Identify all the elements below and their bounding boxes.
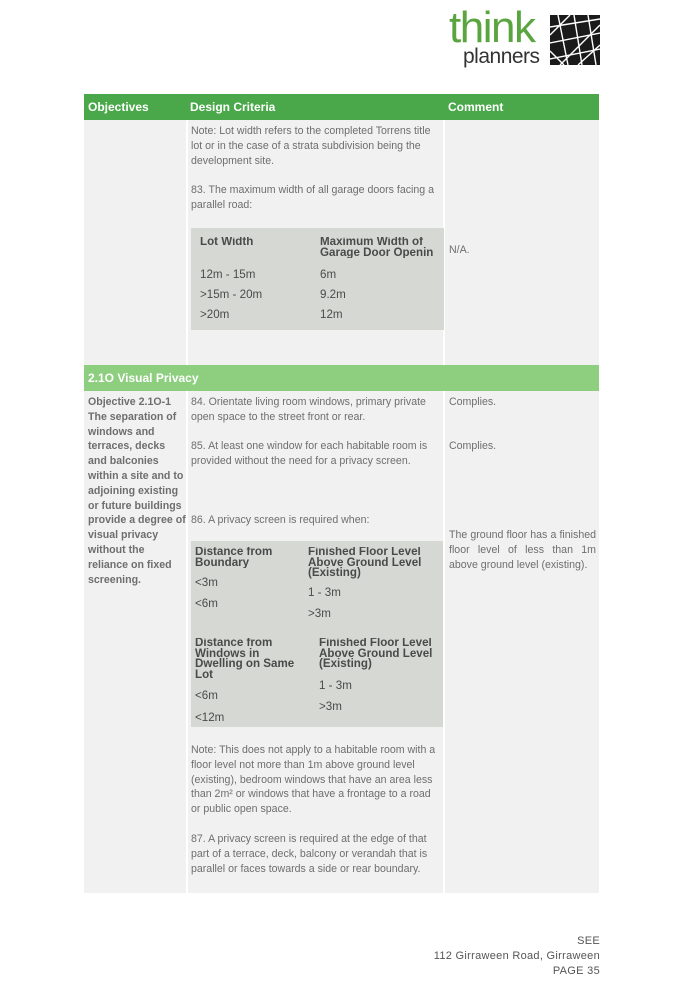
- distance-windows-heading: Distance from Windows in Dwelling on Same Lot: [195, 638, 295, 681]
- table-cell: 12m - 15m: [200, 268, 256, 281]
- logo-think-text: think: [449, 3, 535, 52]
- table-cell: >3m: [308, 607, 331, 620]
- table-cell: <6m: [195, 689, 218, 702]
- footer-address: 112 Girraween Road, Girraween: [433, 950, 600, 962]
- footer-page-number: PAGE 35: [552, 965, 600, 977]
- table-cell: >20m: [200, 308, 230, 321]
- logo-planners-text: planners: [463, 45, 540, 68]
- table-cell: 12m: [320, 308, 343, 321]
- table-cell: 1 - 3m: [319, 679, 352, 692]
- garage-door-table: [191, 228, 444, 330]
- ffl-heading-2: Finished Floor Level Above Ground Level (Existing): [319, 638, 433, 670]
- comment-cell: [445, 391, 599, 893]
- table-cell: <3m: [195, 576, 218, 589]
- footer-see: SEE: [577, 935, 600, 947]
- table-cell: >3m: [319, 700, 342, 713]
- comment-84: Complies.: [449, 396, 497, 408]
- item-85: 85. At least one window for each habitable room is provided without the need for a privacy screen.: [191, 440, 428, 467]
- table-cell: >15m - 20m: [200, 288, 263, 301]
- objective-cell-continued: [84, 120, 186, 365]
- max-width-heading: Maximum Width of Garage Door Openin: [320, 237, 434, 259]
- comment-85: Complies.: [449, 440, 497, 452]
- header-objectives: Objectives: [88, 100, 149, 114]
- table-cell: 9.2m: [320, 288, 346, 301]
- map-grid-icon: [550, 15, 600, 65]
- lot-width-note: Note: Lot width refers to the completed Torrens title lot or in the case of a strata subdivision being the development site.: [191, 125, 431, 167]
- think-planners-logo: [449, 3, 601, 72]
- ffl-heading: Finished Floor Level Above Ground Level (Existing): [308, 547, 422, 579]
- item-87: 87. A privacy screen is required at the edge of that part of a terrace, deck, balcony or verandah that is parallel or faces towards a side or rear boundary.: [191, 833, 428, 875]
- comment-86: The ground floor has a finished floor level of less than 1m above ground level (existing).: [449, 529, 596, 571]
- section-title: 2.1O Visual Privacy: [88, 371, 199, 385]
- table-cell: <6m: [195, 597, 218, 610]
- table-cell: 1 - 3m: [308, 586, 341, 599]
- privacy-note: Note: This does not apply to a habitable room with a floor level not more than 1m above ground level (existing), bedroom windows that have an area less than 2m² or windows that have a frontage to a road or public open space.: [191, 744, 436, 816]
- lot-width-heading: Lot Width: [200, 237, 254, 248]
- privacy-screen-table: [191, 541, 443, 727]
- table-cell: <12m: [195, 711, 225, 724]
- item-84: 84. Orientate living room windows, primary private open space to the street front or rear.: [191, 396, 426, 423]
- table-header: [84, 94, 599, 120]
- distance-boundary-heading: Distance from Boundary: [195, 547, 273, 569]
- item-86: 86. A privacy screen is required when:: [191, 514, 370, 526]
- item-83: 83. The maximum width of all garage doors facing a parallel road:: [191, 184, 434, 211]
- table-cell: 6m: [320, 268, 337, 281]
- header-comment: Comment: [448, 100, 504, 114]
- comment-na: N/A.: [449, 244, 470, 256]
- objective-text: Objective 2.1O-1 The separation of windows and terraces, decks and balconies within a site and to adjoining existing or future buildings provide a degree of visual privacy without the reliance on fixed screening.: [88, 396, 186, 586]
- header-design-criteria: Design Criteria: [190, 100, 276, 114]
- section-header-visual-privacy: [84, 365, 599, 391]
